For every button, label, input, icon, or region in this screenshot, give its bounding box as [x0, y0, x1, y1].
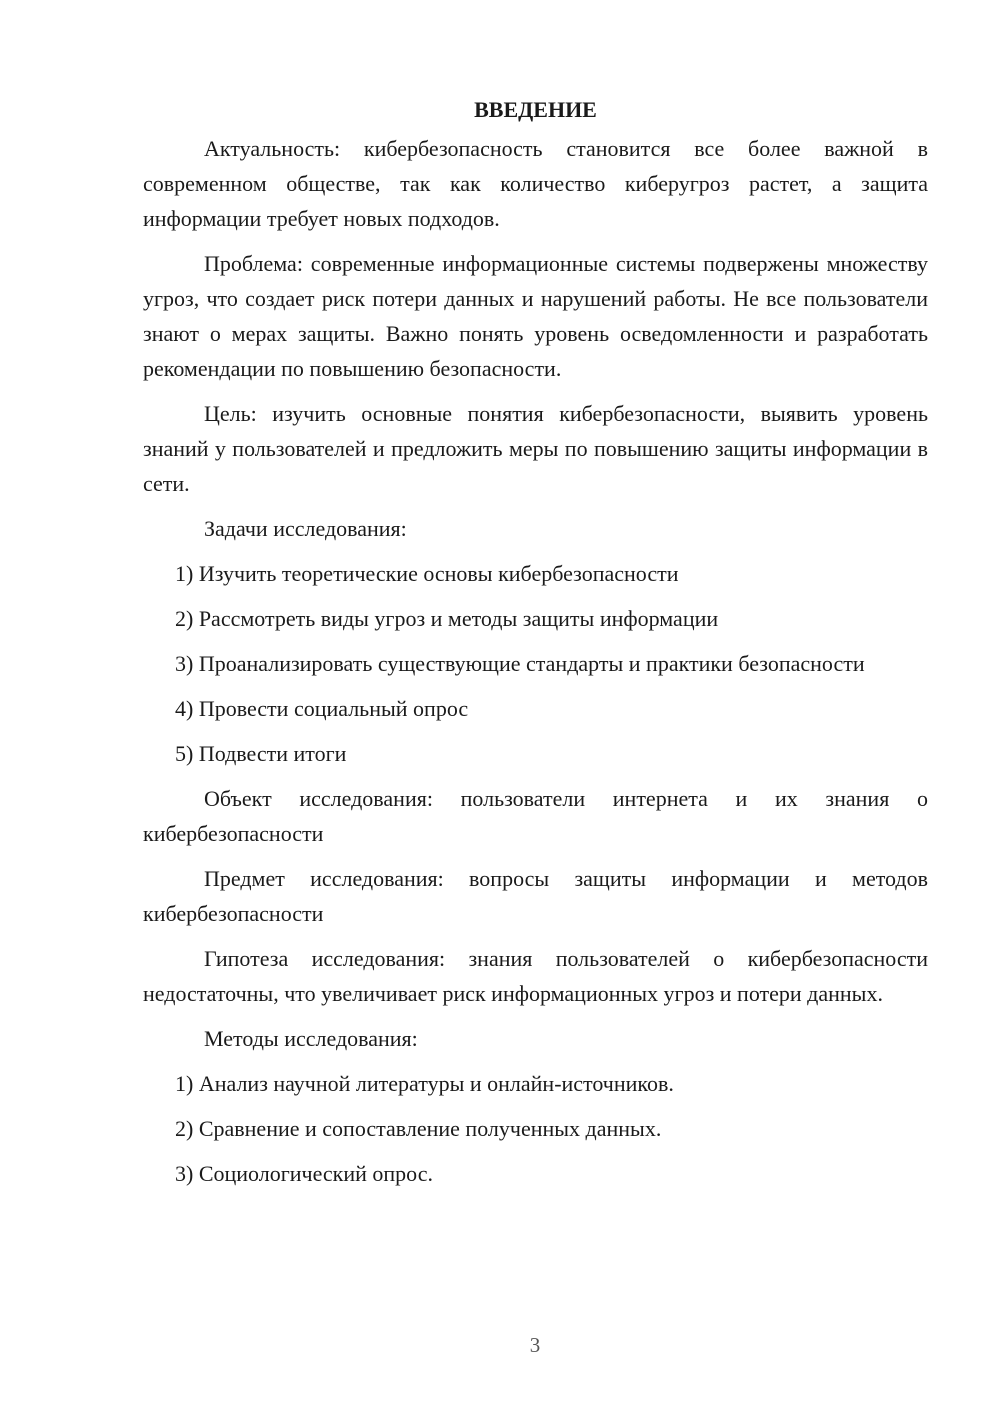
- page-number: 3: [529, 1333, 541, 1357]
- paragraph-subject: Предмет исследования: вопросы защиты информации и методов кибербезопасности: [143, 866, 928, 926]
- tasks-heading: Задачи исследования:: [204, 516, 407, 541]
- task-item-3: 3) Проанализировать существующие стандарты и практики безопасности: [175, 651, 865, 676]
- task-item-1: 1) Изучить теоретические основы кибербезопасности: [175, 561, 679, 586]
- paragraph-goal: Цель: изучить основные понятия кибербезопасности, выявить уровень знаний у пользователей и предложить меры по повышению защиты информации в сети.: [143, 401, 928, 496]
- method-item-3: 3) Социологический опрос.: [175, 1161, 433, 1186]
- paragraph-hypothesis: Гипотеза исследования: знания пользователей о кибербезопасности недостаточны, что увеличивает риск информационных угроз и потери данных.: [143, 946, 928, 1006]
- section-title: ВВЕДЕНИЕ: [474, 97, 597, 122]
- task-item-2: 2) Рассмотреть виды угроз и методы защиты информации: [175, 606, 719, 631]
- task-item-4: 4) Провести социальный опрос: [175, 696, 469, 721]
- paragraph-object: Объект исследования: пользователи интернета и их знания о кибербезопасности: [143, 786, 928, 846]
- methods-heading: Методы исследования:: [204, 1026, 418, 1051]
- method-item-1: 1) Анализ научной литературы и онлайн-источников.: [175, 1071, 674, 1096]
- paragraph-problem: Проблема: современные информационные системы подвержены множеству угроз, что создает риск потери данных и нарушений работы. Не все пользователи знают о мерах защиты. Важно понять уровень осведомленности и разработать рекомендации по повышению безопасности.: [143, 251, 928, 381]
- method-item-2: 2) Сравнение и сопоставление полученных данных.: [175, 1116, 662, 1141]
- task-item-5: 5) Подвести итоги: [175, 741, 347, 766]
- page-content: [143, 92, 928, 1201]
- paragraph-relevance: Актуальность: кибербезопасность становится все более важной в современном обществе, так как количество киберугроз растет, а защита информации требует новых подходов.: [143, 136, 928, 231]
